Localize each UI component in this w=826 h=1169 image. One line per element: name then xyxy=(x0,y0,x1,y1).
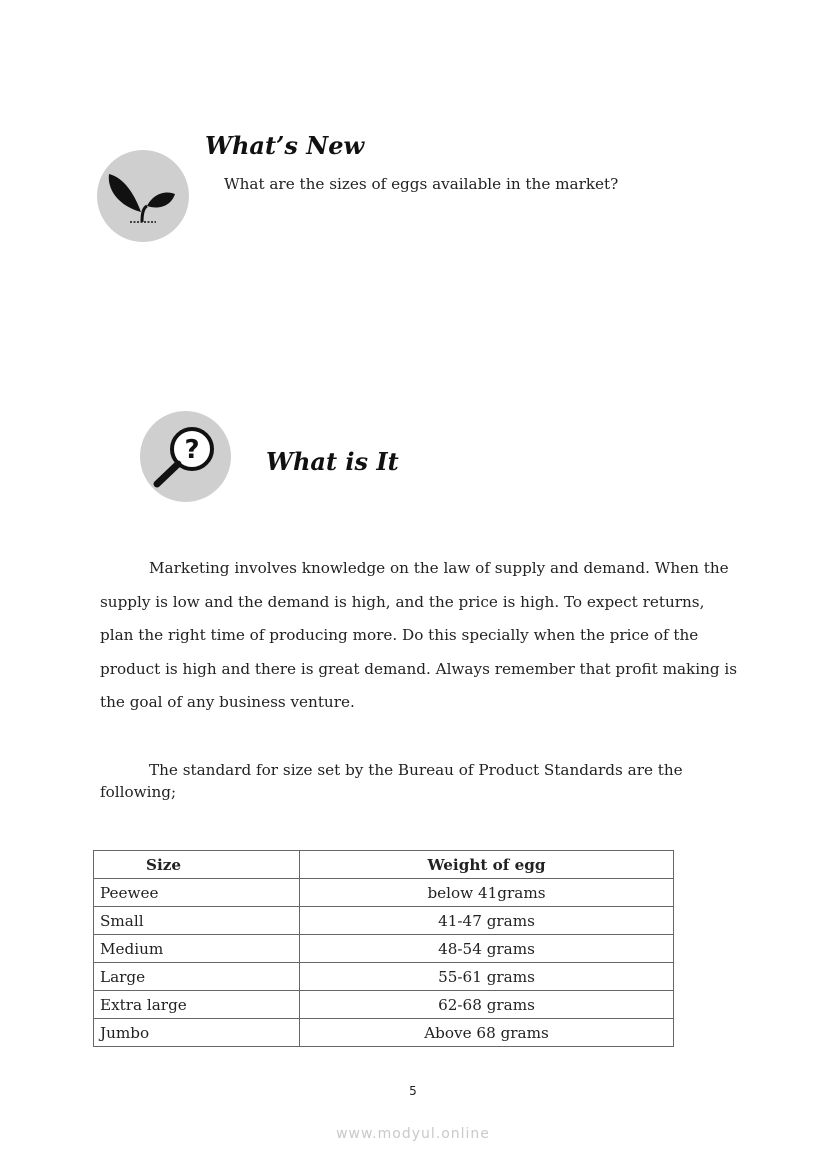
standard-paragraph-text: The standard for size set by the Bureau of Product Standards are the following; xyxy=(100,761,683,801)
weight-cell: 41-47 grams xyxy=(300,907,674,935)
table-row xyxy=(94,907,674,935)
size-cell: Jumbo xyxy=(94,1019,300,1047)
watermark: www.modyul.online xyxy=(336,1126,490,1142)
header-size: Size xyxy=(94,851,300,879)
magnifier-question-icon xyxy=(140,411,231,502)
whats-new-heading: What’s New xyxy=(205,131,365,160)
whats-new-question: What are the sizes of eggs available in the market? xyxy=(224,175,619,193)
weight-cell: 62-68 grams xyxy=(300,991,674,1019)
size-cell: Medium xyxy=(94,935,300,963)
weight-cell: Above 68 grams xyxy=(300,1019,674,1047)
weight-cell: 55-61 grams xyxy=(300,963,674,991)
table-row xyxy=(94,1019,674,1047)
table-row xyxy=(94,991,674,1019)
table-header-row xyxy=(94,851,674,879)
weight-cell: below 41grams xyxy=(300,879,674,907)
what-is-it-heading: What is It xyxy=(266,447,399,476)
egg-size-table xyxy=(93,850,674,1047)
size-cell: Large xyxy=(94,963,300,991)
size-cell: Peewee xyxy=(94,879,300,907)
marketing-paragraph-text: Marketing involves knowledge on the law of supply and demand. When the supply is low and the demand is high, and the price is high. To expect returns, plan the right time of producing more. Do this specially when the price of the product is high and there is great demand. Always remember that profit making is the goal of any business venture. xyxy=(100,559,738,711)
svg-text:?: ? xyxy=(184,435,200,465)
standard-paragraph xyxy=(100,759,740,803)
table-row xyxy=(94,963,674,991)
weight-cell: 48-54 grams xyxy=(300,935,674,963)
size-cell: Small xyxy=(94,907,300,935)
header-weight: Weight of egg xyxy=(300,851,674,879)
table-row xyxy=(94,935,674,963)
sprout-icon xyxy=(97,150,189,242)
marketing-paragraph xyxy=(100,552,740,720)
page-number: 5 xyxy=(409,1084,417,1098)
table-row xyxy=(94,879,674,907)
size-cell: Extra large xyxy=(94,991,300,1019)
